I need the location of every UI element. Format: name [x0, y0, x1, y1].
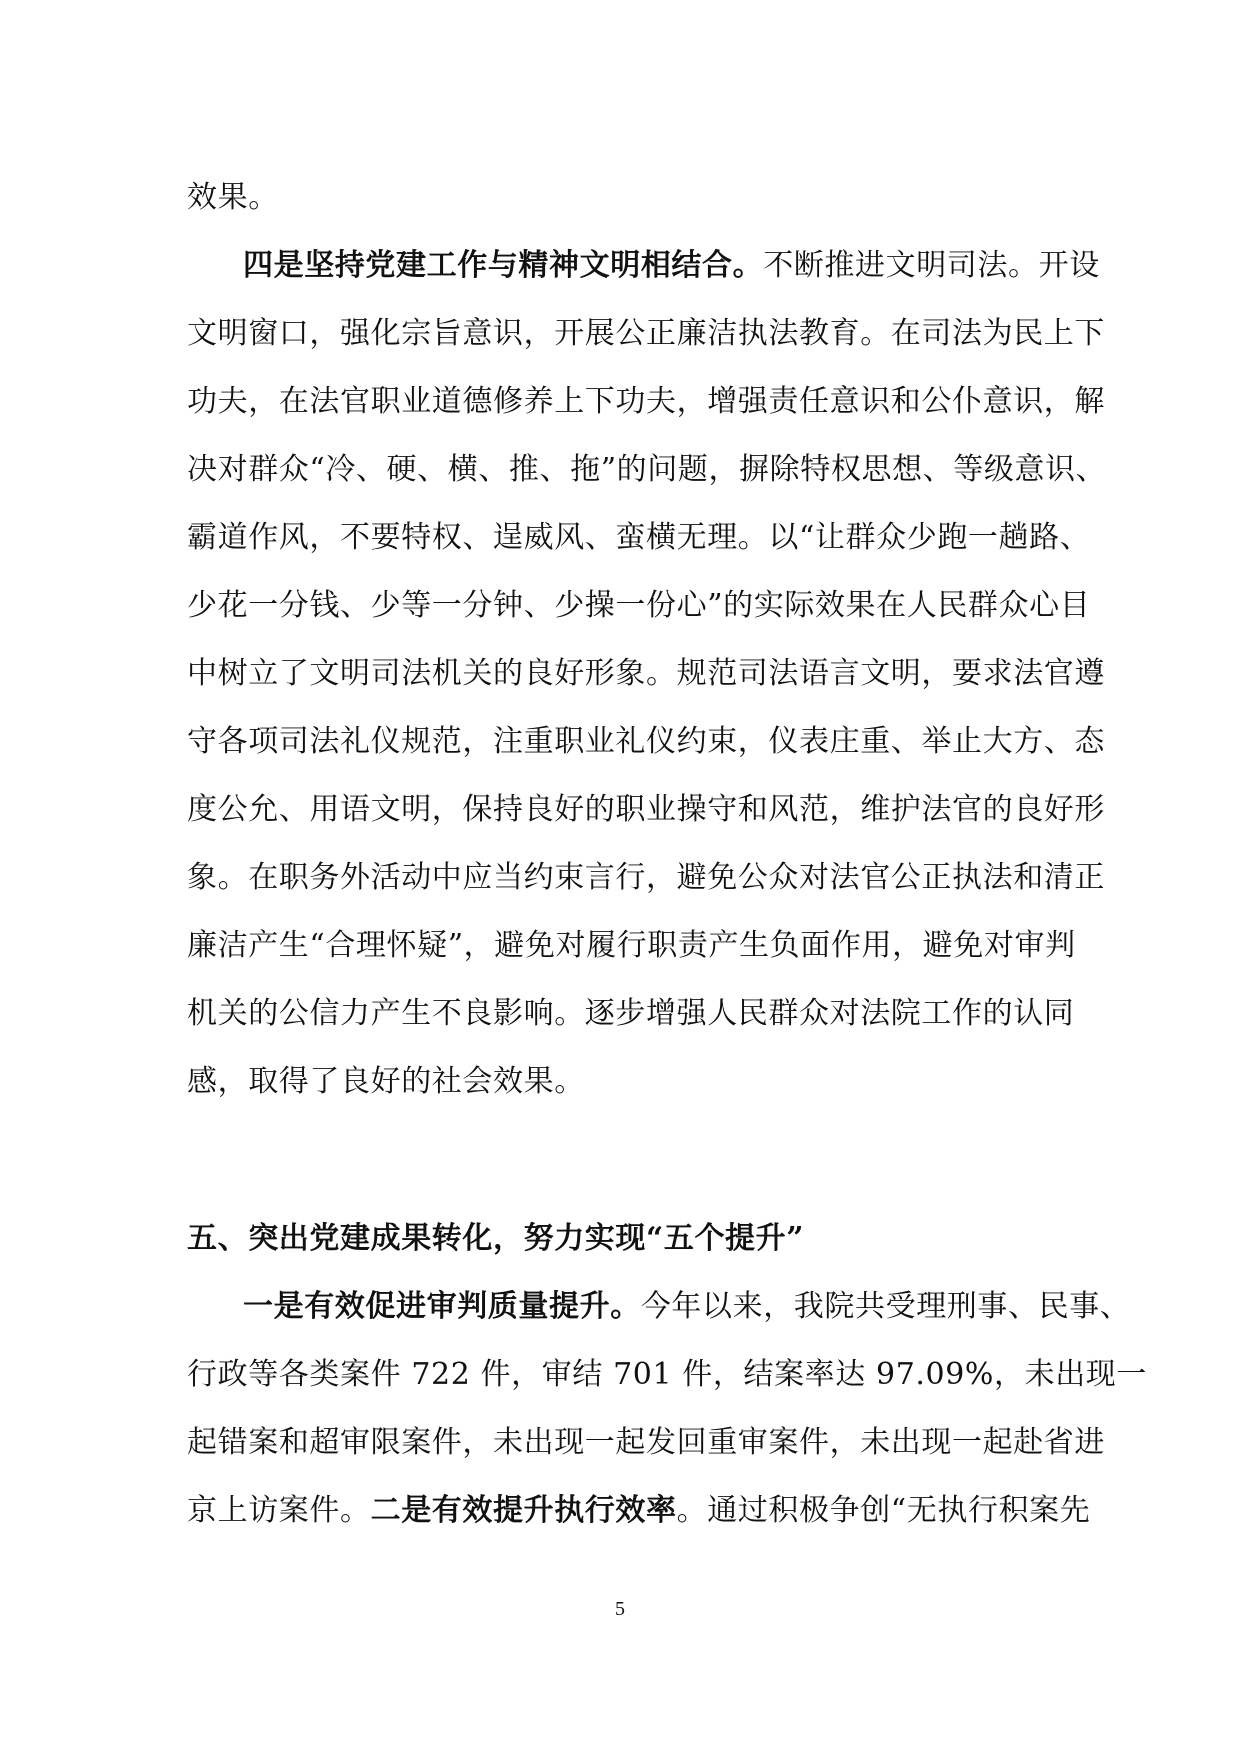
paragraph-line: [243, 1271, 1131, 1343]
paragraph-lead-bold: 四是坚持党建工作与精神文明相结合。: [243, 248, 764, 283]
text-span: 京上访案件。: [187, 1493, 371, 1528]
paragraph-line: 守各项司法礼仪规范，注重职业礼仪约束，仪表庄重、举止大方、态: [187, 724, 1105, 759]
paragraph-line: 少花一分钱、少等一分钟、少操一份心”的实际效果在人民群众心目: [187, 588, 1091, 623]
paragraph-line: 文明窗口，强化宗旨意识，开展公正廉洁执法教育。在司法为民上下: [187, 316, 1105, 351]
paragraph-line: 霸道作风，不要特权、逞威风、蛮横无理。以“让群众少跑一趟路、: [187, 520, 1091, 555]
paragraph-lead-bold: 一是有效促进审判质量提升。: [243, 1289, 641, 1324]
paragraph-line: 中树立了文明司法机关的良好形象。规范司法语言文明，要求法官遵: [187, 656, 1105, 691]
paragraph-line: [187, 1475, 1091, 1547]
page-number: 5: [615, 1598, 625, 1620]
paragraph-line: [243, 230, 1100, 302]
paragraph-line: 机关的公信力产生不良影响。逐步增强人民群众对法院工作的认同: [187, 996, 1075, 1031]
paragraph-line: 度公允、用语文明，保持良好的职业操守和风范，维护法官的良好形: [187, 792, 1105, 827]
paragraph-line: 行政等各类案件 722 件，审结 701 件，结案率达 97.09%，未出现一: [187, 1357, 1147, 1392]
paragraph-line: 决对群众“冷、硬、横、推、拖”的问题，摒除特权思想、等级意识、: [187, 452, 1107, 487]
text-span: 效果。: [187, 180, 279, 215]
inline-bold: 二是有效提升执行效率: [370, 1493, 677, 1528]
paragraph-line: 功夫，在法官职业道德修养上下功夫，增强责任意识和公仆意识，解: [187, 384, 1105, 419]
paragraph-line: 起错案和超审限案件，未出现一起发回重审案件，未出现一起赴省进: [187, 1425, 1105, 1460]
paragraph-line: 感，取得了良好的社会效果。: [187, 1064, 585, 1099]
paragraph-line: 象。在职务外活动中应当约束言行，避免公众对法官公正执法和清正: [187, 860, 1105, 895]
text-span: 不断推进文明司法。开设: [763, 248, 1100, 283]
paragraph-line: 廉洁产生“合理怀疑”，避免对履行职责产生负面作用，避免对审判: [187, 928, 1076, 963]
paragraph-line: [187, 162, 1057, 234]
section-heading: 五、突出党建成果转化，努力实现“五个提升”: [187, 1221, 805, 1256]
text-span: 。通过积极争创“无执行积案先: [676, 1493, 1091, 1528]
text-span: 今年以来，我院共受理刑事、民事、: [640, 1289, 1131, 1324]
